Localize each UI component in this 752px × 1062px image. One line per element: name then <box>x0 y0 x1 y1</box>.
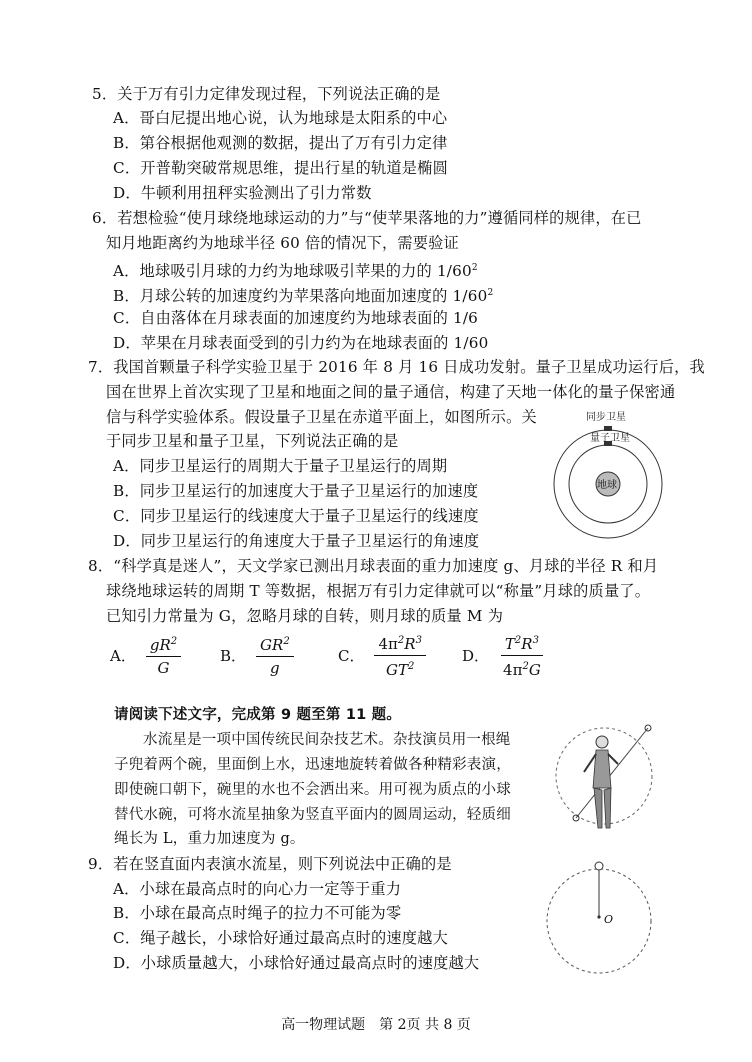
reading-line5: 绳长为 L，重力加速度为 g。 <box>114 831 305 847</box>
center-label: O <box>604 913 614 926</box>
formula-b: $\frac{GR^2}{g}$ <box>256 633 294 677</box>
q7-stem-line3: 信与科学实验体系。假设量子卫星在赤道平面上，如图所示。关 <box>106 408 537 426</box>
formula-c: $\frac{4\pi^2R^3}{GT^2}$ <box>374 632 425 679</box>
q7-option-a: A．同步卫星运行的周期大于量子卫星运行的周期 <box>113 457 448 475</box>
q9-option-d: D．小球质量越大，小球恰好通过最高点时的速度越大 <box>113 954 480 972</box>
q6-stem-line1: 6．若想检验“使月球绕地球运动的力”与“使苹果落地的力”遵循同样的规律，在已 <box>92 209 642 227</box>
reading-heading: 请阅读下述文字，完成第 9 题至第 11 题。 <box>114 707 402 723</box>
q5-stem: 5．关于万有引力定律发现过程，下列说法正确的是 <box>92 85 441 103</box>
page-footer: 高一物理试题 第 2页 共 8 页 <box>281 1017 471 1033</box>
q9-option-a: A．小球在最高点时的向心力一定等于重力 <box>113 880 402 898</box>
formula-d: $\frac{T^2R^3}{4\pi^2G}$ <box>499 632 545 679</box>
q5-option-c: C．开普勒突破常规思维，提出行星的轨道是椭圆 <box>113 159 448 177</box>
q6-stem-line2: 知月地距离约为地球半径 60 倍的情况下，需要验证 <box>106 234 459 252</box>
q5-option-a: A．哥白尼提出地心说，认为地球是太阳系的中心 <box>113 109 448 127</box>
q7-stem-line2: 国在世界上首次实现了卫星和地面之间的量子通信，构建了天地一体化的量子保密通 <box>106 383 676 401</box>
q8-stem-line2: 球绕地球运转的周期 T 等数据，根据万有引力定律就可以“称量”月球的质量了。 <box>106 582 651 600</box>
reading-line2: 子兜着两个碗，里面倒上水，迅速地旋转着做各种精彩表演， <box>114 757 511 773</box>
q8-choice-d: D． $\frac{T^2R^3}{4\pi^2G}$ <box>462 632 545 678</box>
q5-option-b: B．第谷根据他观测的数据，提出了万有引力定律 <box>113 134 448 152</box>
reading-line1: 水流星是一项中国传统民间杂技艺术。杂技演员用一根绳 <box>143 732 511 748</box>
q7-option-c: C．同步卫星运行的线速度大于量子卫星运行的线速度 <box>113 507 479 525</box>
formula-a: $\frac{gR^2}{G}$ <box>146 633 181 677</box>
q8-stem-line1: 8．“科学真是迷人”，天文学家已测出月球表面的重力加速度 g、月球的半径 R 和月 <box>88 557 659 575</box>
reading-line4: 替代水碗，可将水流星抽象为竖直平面内的圆周运动，轻质细 <box>114 807 511 823</box>
reading-line3: 即使碗口朝下，碗里的水也不会洒出来。用可视为质点的小球 <box>114 782 511 798</box>
q9-option-b: B．小球在最高点时绳子的拉力不可能为零 <box>113 904 402 922</box>
ball <box>595 862 603 870</box>
q8-choices <box>110 632 670 678</box>
label-earth: 地球 <box>597 480 617 491</box>
q7-stem-line4: 于同步卫星和量子卫星，下列说法正确的是 <box>106 432 399 450</box>
center-point <box>597 915 600 918</box>
q5-option-d: D．牛顿利用扭秤实验测出了引力常数 <box>113 184 372 202</box>
q6-option-b: B．月球公转的加速度约为苹果落向地面加速度的 $1/60^2$ <box>113 287 494 306</box>
performer-illustration <box>556 718 656 840</box>
q8-choice-a: A． $\frac{gR^2}{G}$ <box>110 632 181 678</box>
q8-stem-line3: 已知引力常量为 G，忽略月球的自转，则月球的质量 M 为 <box>106 607 504 625</box>
orbit-diagram <box>550 408 670 556</box>
q7-option-b: B．同步卫星运行的加速度大于量子卫星运行的加速度 <box>113 482 479 500</box>
q9-option-c: C．绳子越长，小球恰好通过最高点时的速度越大 <box>113 929 448 947</box>
q8-choice-b: B． $\frac{GR^2}{g}$ <box>220 632 294 678</box>
q7-stem-line1: 7．我国首颗量子科学实验卫星于 2016 年 8 月 16 日成功发射。量子卫星成功运行后，我 <box>88 358 705 376</box>
label-quantum-satellite: 量子卫星 <box>590 433 630 444</box>
q7-option-d: D．同步卫星运行的角速度大于量子卫星运行的角速度 <box>113 532 480 550</box>
q8-choice-c: C． $\frac{4\pi^2R^3}{GT^2}$ <box>338 632 426 678</box>
label-sync-satellite: 同步卫星 <box>586 412 626 423</box>
q6-option-d: D．苹果在月球表面受到的引力约为在地球表面的 1/60 <box>113 334 489 352</box>
q6-option-a: A．地球吸引月球的力约为地球吸引苹果的力的 $1/60^2$ <box>113 262 478 281</box>
vertical-circle-diagram <box>546 860 656 984</box>
q9-stem: 9．若在竖直面内表演水流星，则下列说法中正确的是 <box>88 855 452 873</box>
q6-option-c: C．自由落体在月球表面的加速度约为地球表面的 1/6 <box>113 309 479 327</box>
sync-satellite <box>604 426 612 431</box>
